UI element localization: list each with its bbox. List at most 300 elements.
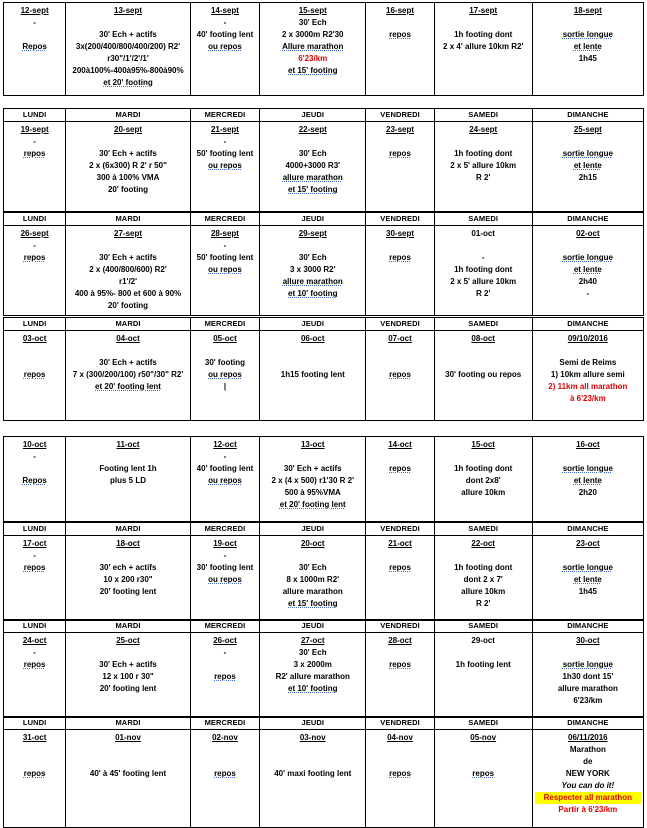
workout-line: et 10' footing: [288, 684, 338, 693]
workout-line: 30' Ech: [298, 253, 327, 262]
day-date: 26-oct: [213, 636, 237, 645]
workout-line: r30"/1'/2'/1': [107, 54, 149, 63]
workout-line: Semi de Reims: [559, 358, 617, 367]
day-header: LUNDI: [4, 523, 66, 536]
day-cell: [4, 3, 66, 96]
day-date: 03-oct: [22, 334, 47, 343]
week-row: [4, 226, 644, 316]
day-date: 01-nov: [115, 733, 141, 742]
day-cell: [66, 331, 191, 421]
day-cell: [4, 730, 66, 828]
workout-line: 1h45: [578, 587, 597, 596]
workout-line: repos: [389, 464, 411, 473]
workout-line: 3x(200/400/800/400/200) R2': [75, 42, 181, 51]
workout-line: Allure marathon: [282, 42, 344, 51]
workout-line: 30' Ech: [298, 18, 327, 27]
day-date: 02-oct: [576, 229, 600, 238]
workout-line: Partir à 6'23/km: [558, 805, 618, 814]
day-cell: [532, 536, 643, 621]
workout-line: 4000+3000 R3': [285, 161, 341, 170]
workout-line: r1'/2': [118, 277, 138, 286]
day-header: VENDREDI: [366, 523, 434, 536]
workout-line: repos: [389, 769, 411, 778]
day-date: 11-oct: [116, 440, 140, 449]
workout-line: et 20' footing lent: [95, 382, 161, 391]
spacer: [533, 17, 643, 29]
day-date: 30-sept: [386, 229, 415, 238]
workout-line: et lente: [573, 161, 602, 170]
workout-line: -: [33, 18, 36, 27]
day-cell: [66, 3, 191, 96]
day-cell: [532, 122, 643, 212]
spacer: [435, 451, 532, 463]
day-header-row: [4, 213, 644, 226]
spacer: [435, 357, 532, 369]
day-cell: [260, 536, 366, 621]
day-header: VENDREDI: [366, 717, 434, 730]
day-header: DIMANCHE: [532, 109, 643, 122]
workout-line: et 20' footing lent: [279, 500, 346, 509]
day-date: 25-oct: [116, 636, 140, 645]
workout-line: repos: [23, 253, 46, 262]
workout-line: 30' Ech + actifs: [99, 358, 157, 367]
day-cell: [66, 122, 191, 212]
spacer: [4, 756, 65, 768]
day-date: 06-oct: [300, 334, 325, 343]
workout-line: |: [223, 382, 227, 391]
workout-line: 200à100%-400à95%-800à90%: [72, 66, 184, 75]
day-header: VENDREDI: [366, 213, 434, 226]
workout-line: repos: [23, 563, 46, 572]
workout-line: 30' Ech: [298, 149, 327, 158]
workout-line: dont 2 x 7': [463, 575, 503, 584]
day-header-row: [4, 620, 644, 633]
workout-line: -: [223, 452, 227, 461]
workout-line: 2) 11km all marathon: [548, 382, 628, 391]
day-header: MERCREDI: [190, 620, 259, 633]
spacer: [366, 136, 433, 148]
day-date: 22-oct: [471, 539, 495, 548]
week-table: [3, 522, 644, 621]
day-cell: [434, 226, 532, 316]
week-row: [4, 3, 644, 96]
spacer: [366, 647, 433, 659]
day-date: 23-sept: [386, 125, 415, 134]
workout-line: 30' Ech: [298, 648, 327, 657]
workout-line: 30' ech + actifs: [99, 563, 157, 572]
spacer: [191, 744, 259, 756]
workout-line: 6'23/km: [573, 696, 603, 705]
day-header: LUNDI: [4, 109, 66, 122]
spacer: [260, 744, 365, 756]
day-header: JEUDI: [260, 213, 366, 226]
day-date: 29-sept: [298, 229, 327, 238]
workout-line: et 20' footing: [103, 78, 153, 87]
day-header: JEUDI: [260, 717, 366, 730]
day-date: 16-oct: [576, 440, 600, 449]
day-header: SAMEDI: [434, 523, 532, 536]
workout-line: ou repos: [208, 370, 242, 379]
day-cell: [434, 122, 532, 212]
day-date: 28-sept: [210, 229, 239, 238]
day-cell: [366, 331, 434, 421]
workout-line: 30' Ech: [298, 563, 327, 572]
workout-line: sortie longue: [562, 563, 613, 572]
day-date: 28-oct: [388, 636, 412, 645]
day-date: 29-oct: [471, 636, 495, 645]
spacer: [4, 29, 65, 41]
day-date: 06/11/2016: [568, 733, 608, 742]
day-cell: [260, 226, 366, 316]
day-date: 17-oct: [22, 539, 47, 548]
day-header: JEUDI: [260, 109, 366, 122]
workout-line: 1h45: [578, 54, 597, 63]
workout-line: et 15' footing: [288, 599, 338, 608]
day-header: LUNDI: [4, 318, 66, 331]
day-cell: [190, 331, 259, 421]
week-table: [3, 108, 644, 212]
day-cell: [366, 437, 434, 522]
day-cell: [434, 3, 532, 96]
day-cell: [4, 226, 66, 316]
workout-line: R 2': [476, 289, 491, 298]
day-date: 12-sept: [20, 6, 49, 15]
day-header: VENDREDI: [366, 318, 434, 331]
week-row: [4, 122, 644, 212]
workout-line: 20' footing lent: [99, 684, 157, 693]
spacer: [66, 744, 190, 756]
day-cell: [434, 437, 532, 522]
workout-line: -: [223, 648, 227, 657]
workout-line: NEW YORK: [565, 769, 610, 778]
workout-line: sortie longue: [562, 149, 613, 158]
spacer: [366, 17, 433, 29]
day-date: 12-oct: [213, 440, 237, 449]
workout-line: 500 à 95%VMA: [284, 488, 341, 497]
day-header-row: [4, 318, 644, 331]
workout-line: allure marathon: [282, 277, 343, 286]
week-row: [4, 331, 644, 421]
day-date: 15-sept: [298, 6, 327, 15]
workout-line: 30' Ech + actifs: [99, 253, 157, 262]
day-cell: [260, 3, 366, 96]
day-date: 27-oct: [300, 636, 325, 645]
day-cell: [260, 122, 366, 212]
day-date: 03-nov: [299, 733, 326, 742]
week-table: [3, 317, 644, 421]
workout-line: 20' footing: [107, 301, 149, 310]
day-date: 18-oct: [116, 539, 140, 548]
day-header: LUNDI: [4, 620, 66, 633]
week-table: [3, 436, 644, 522]
day-cell: [366, 633, 434, 718]
workout-line: ou repos: [208, 476, 242, 485]
day-cell: [66, 226, 191, 316]
workout-line: 2 x 3000m R2'30: [281, 30, 344, 39]
workout-line: 6'23/km: [298, 54, 328, 63]
workout-line: -: [223, 551, 227, 560]
day-date: 18-sept: [573, 6, 602, 15]
day-cell: [434, 331, 532, 421]
workout-line: repos: [472, 769, 495, 778]
spacer: [4, 744, 65, 756]
workout-line: repos: [23, 769, 46, 778]
workout-line: 8 x 1000m R2': [286, 575, 340, 584]
workout-line: 1h30 dont 15': [562, 672, 614, 681]
day-header: SAMEDI: [434, 717, 532, 730]
spacer: [435, 744, 532, 756]
day-cell: [260, 633, 366, 718]
day-date: 13-sept: [114, 6, 143, 15]
week-table: [3, 212, 644, 316]
spacer: [66, 550, 190, 562]
day-cell: [366, 226, 434, 316]
day-header: DIMANCHE: [532, 523, 643, 536]
day-cell: [434, 730, 532, 828]
workout-line: et lente: [573, 575, 602, 584]
spacer: [533, 240, 643, 252]
spacer: [260, 451, 365, 463]
week-table: [3, 716, 644, 828]
workout-line: 2 x (6x300) R 2' r 50": [89, 161, 167, 170]
day-header-row: [4, 523, 644, 536]
spacer: [366, 744, 433, 756]
workout-line: 30' footing lent: [196, 563, 254, 572]
workout-line: repos: [389, 563, 411, 572]
workout-line: 30' footing: [204, 358, 246, 367]
workout-line: allure 10km: [461, 488, 506, 497]
workout-line: repos: [389, 660, 411, 669]
day-header: DIMANCHE: [532, 620, 643, 633]
workout-line: -: [223, 18, 227, 27]
day-header: MARDI: [66, 620, 191, 633]
workout-line: 1h15 footing lent: [280, 370, 345, 379]
day-date: 21-sept: [210, 125, 239, 134]
day-date: 15-oct: [471, 440, 495, 449]
workout-line: et 15' footing: [288, 185, 338, 194]
day-cell: [4, 536, 66, 621]
spacer: [4, 357, 65, 369]
workout-line: et lente: [573, 265, 602, 274]
workout-line: -: [586, 289, 590, 298]
day-cell: [190, 226, 259, 316]
workout-line: 50' footing lent: [196, 253, 254, 262]
day-date: 10-oct: [22, 440, 47, 449]
workout-line: repos: [214, 769, 236, 778]
spacer: [435, 240, 532, 252]
day-date: 21-oct: [388, 539, 412, 548]
day-cell: [434, 536, 532, 621]
day-header: MARDI: [66, 213, 191, 226]
day-date: 01-oct: [471, 229, 495, 238]
spacer: [66, 136, 190, 148]
workout-line: 400 à 95%- 800 et 600 à 90%: [74, 289, 182, 298]
day-date: 07-oct: [388, 334, 412, 343]
day-cell: [532, 730, 643, 828]
workout-line: R2' allure marathon: [275, 672, 350, 681]
workout-line: 3 x 3000 R2': [290, 265, 336, 274]
day-cell: [532, 331, 643, 421]
day-date: 05-oct: [213, 334, 237, 343]
spacer: [191, 659, 259, 671]
day-cell: [260, 730, 366, 828]
spacer: [435, 550, 532, 562]
workout-line: plus 5 LD: [110, 476, 147, 485]
workout-line: 12 x 100 r 30": [102, 672, 154, 681]
spacer: [435, 17, 532, 29]
day-date: 04-nov: [387, 733, 413, 742]
spacer: [533, 647, 643, 659]
workout-line: -: [33, 137, 36, 146]
day-cell: [4, 122, 66, 212]
workout-line: 40' footing lent: [196, 464, 254, 473]
day-header: MERCREDI: [190, 717, 259, 730]
workout-line: et 15' footing: [288, 66, 338, 75]
spacer: [533, 345, 643, 357]
day-header: MARDI: [66, 318, 191, 331]
workout-line: 1) 10km allure semi: [550, 370, 625, 379]
day-cell: [4, 633, 66, 718]
week-row: [4, 633, 644, 718]
day-date: 02-nov: [212, 733, 238, 742]
workout-line: repos: [23, 660, 46, 669]
day-cell: [66, 730, 191, 828]
day-cell: [532, 3, 643, 96]
workout-line: 2 x 4' allure 10km R2': [443, 42, 524, 51]
day-cell: [434, 633, 532, 718]
workout-line: ou repos: [208, 575, 242, 584]
day-header: MARDI: [66, 523, 191, 536]
day-date: 27-sept: [114, 229, 143, 238]
workout-line: 40' à 45' footing lent: [89, 769, 167, 778]
spacer: [66, 345, 190, 357]
day-header: SAMEDI: [434, 213, 532, 226]
day-date: 20-sept: [114, 125, 143, 134]
day-date: 05-nov: [470, 733, 497, 742]
day-date: 25-sept: [573, 125, 602, 134]
day-cell: [532, 437, 643, 522]
day-cell: [190, 3, 259, 96]
day-date: 19-oct: [213, 539, 237, 548]
day-date: 24-sept: [469, 125, 498, 134]
day-header: MERCREDI: [190, 318, 259, 331]
spacer: [435, 345, 532, 357]
workout-line: sortie longue: [562, 660, 613, 669]
spacer: [4, 463, 65, 475]
spacer: [260, 550, 365, 562]
spacer: [66, 756, 190, 768]
workout-line: 30' Ech + actifs: [283, 464, 342, 473]
spacer: [4, 345, 65, 357]
spacer: [191, 756, 259, 768]
day-date: 14-oct: [388, 440, 412, 449]
spacer: [260, 345, 365, 357]
workout-line: allure marathon: [282, 587, 343, 596]
day-cell: [190, 633, 259, 718]
spacer: [66, 240, 190, 252]
workout-line: allure marathon: [282, 173, 343, 182]
workout-line: 2h40: [578, 277, 597, 286]
workout-line: -: [223, 241, 227, 250]
workout-line: Repos: [22, 42, 47, 51]
workout-line: 2h20: [578, 488, 597, 497]
workout-line: repos: [23, 149, 46, 158]
day-header: JEUDI: [260, 318, 366, 331]
day-header: VENDREDI: [366, 109, 434, 122]
workout-line: 2 x 5' allure 10km: [450, 277, 517, 286]
workout-line: repos: [389, 370, 411, 379]
day-cell: [4, 437, 66, 522]
day-header: VENDREDI: [366, 620, 434, 633]
day-cell: [190, 122, 259, 212]
day-date: 13-oct: [300, 440, 325, 449]
workout-line: de: [583, 757, 593, 766]
day-date: 19-sept: [20, 125, 49, 134]
workout-line: ou repos: [208, 265, 242, 274]
day-header: MERCREDI: [190, 523, 259, 536]
day-date: 22-sept: [298, 125, 327, 134]
workout-line: dont 2x8': [465, 476, 501, 485]
day-header: MERCREDI: [190, 213, 259, 226]
workout-line: You can do it!: [561, 781, 615, 790]
week-table: [3, 619, 644, 718]
workout-line: R 2': [476, 173, 491, 182]
workout-line: repos: [389, 149, 411, 158]
workout-line: sortie longue: [562, 253, 613, 262]
spacer: [260, 136, 365, 148]
day-cell: [532, 226, 643, 316]
workout-line: 2 x (4 x 500) r1'30 R 2': [271, 476, 355, 485]
spacer: [260, 240, 365, 252]
day-date: 20-oct: [300, 539, 325, 548]
workout-line: 10 x 200 r30": [103, 575, 153, 584]
workout-line: 1h footing dont: [454, 149, 513, 158]
spacer: [366, 345, 433, 357]
day-date: 08-oct: [471, 334, 495, 343]
day-cell: [366, 730, 434, 828]
spacer: [260, 756, 365, 768]
day-cell: [260, 331, 366, 421]
day-date: 31-oct: [22, 733, 47, 742]
workout-line: -: [33, 551, 36, 560]
day-header-row: [4, 109, 644, 122]
spacer: [191, 345, 259, 357]
workout-line: 2h15: [578, 173, 597, 182]
workout-line: Respecter all marathon: [535, 792, 641, 804]
day-date: 26-sept: [20, 229, 49, 238]
day-cell: [366, 3, 434, 96]
day-header: LUNDI: [4, 213, 66, 226]
day-header: SAMEDI: [434, 109, 532, 122]
day-cell: [532, 633, 643, 718]
day-cell: [366, 536, 434, 621]
workout-line: 30' Ech + actifs: [99, 30, 157, 39]
day-cell: [66, 437, 191, 522]
day-date: 04-oct: [116, 334, 140, 343]
workout-line: ou repos: [208, 161, 242, 170]
workout-line: et lente: [573, 42, 602, 51]
day-header: DIMANCHE: [532, 717, 643, 730]
workout-line: 1h footing dont: [454, 265, 513, 274]
workout-line: -: [33, 648, 36, 657]
day-cell: [4, 331, 66, 421]
day-header: SAMEDI: [434, 620, 532, 633]
day-date: 23-oct: [576, 539, 600, 548]
workout-line: Footing lent 1h: [99, 464, 157, 473]
spacer: [435, 647, 532, 659]
workout-line: et lente: [573, 476, 602, 485]
workout-line: 1h footing lent: [455, 660, 511, 669]
